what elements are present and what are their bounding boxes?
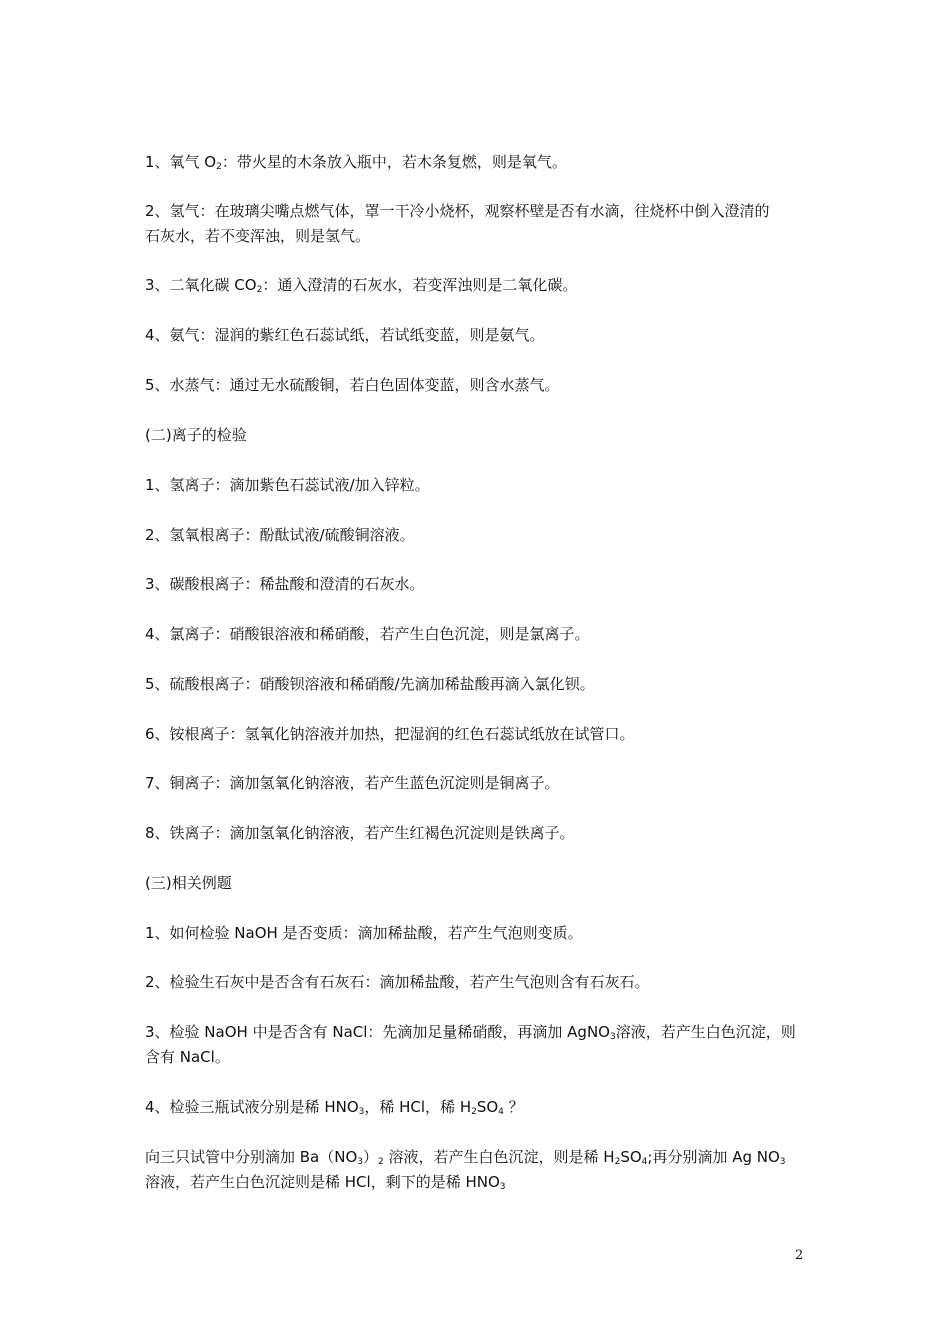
ion-test-item: 5、硫酸根离子：硝酸钡溶液和稀硝酸/先滴加稀盐酸再滴入氯化钡。 [145, 675, 595, 693]
example-question-1: 1、如何检验 NaOH 是否变质：滴加稀盐酸，若产生气泡则变质。 [145, 924, 583, 942]
example-answer-line1: 向三只试管中分别滴加 $Ba(NO_3)_2$ 溶液，若产生白色沉淀，则是稀 $H_2SO_4$;再分别滴加 Ag $NO_3$ [145, 1148, 786, 1167]
oxygen-test: 1、氧气 $O_2$：带火星的木条放入瓶中，若木条复燃，则是氧气。 [145, 153, 567, 172]
ion-test-item: 6、铵根离子：氢氧化钠溶液并加热，把湿润的红色石蕊试纸放在试管口。 [145, 725, 635, 743]
section-heading-examples: (三)相关例题 [145, 874, 232, 892]
water-vapor-test: 5、水蒸气：通过无水硫酸铜，若白色固体变蓝，则含水蒸气。 [145, 376, 560, 394]
ammonia-test: 4、氨气：湿润的紫红色石蕊试纸，若试纸变蓝，则是氨气。 [145, 326, 545, 344]
hydrogen-test-line2: 石灰水，若不变浑浊，则是氢气。 [145, 227, 371, 245]
example-question-4: 4、检验三瓶试液分别是稀 $HNO_3$，稀 HCl，稀 $H_2SO_4$ ？ [145, 1098, 524, 1117]
example-question-2: 2、检验生石灰中是否含有石灰石：滴加稀盐酸，若产生气泡则含有石灰石。 [145, 973, 650, 991]
ion-test-item: 4、氯离子：硝酸银溶液和稀硝酸，若产生白色沉淀，则是氯离子。 [145, 625, 590, 643]
ion-test-item: 3、碳酸根离子：稀盐酸和澄清的石灰水。 [145, 575, 425, 593]
co2-test: 3、二氧化碳 $CO_2$：通入澄清的石灰水，若变浑浊则是二氧化碳。 [145, 276, 578, 295]
example-answer-line2: 溶液，若产生白色沉淀则是稀 HCl，剩下的是稀 $HNO_3$ [145, 1173, 506, 1192]
hydrogen-test-line1: 2、氢气：在玻璃尖嘴点燃气体，罩一干冷小烧杯，观察杯壁是否有水滴，往烧杯中倒入澄清的 [145, 202, 770, 220]
example-question-3-line1: 3、检验 NaOH 中是否含有 NaCl：先滴加足量稀硝酸，再滴加 AgNO$_3$溶液，若产生白色沉淀，则 [145, 1023, 796, 1042]
page-number: 2 [795, 1248, 804, 1263]
ion-test-item: 2、氢氧根离子：酚酞试液/硫酸铜溶液。 [145, 526, 415, 544]
ion-test-item: 1、氢离子：滴加紫色石蕊试液/加入锌粒。 [145, 476, 430, 494]
ion-test-item: 7、铜离子：滴加氢氧化钠溶液，若产生蓝色沉淀则是铜离子。 [145, 774, 560, 792]
ion-test-item: 8、铁离子：滴加氢氧化钠溶液，若产生红褐色沉淀则是铁离子。 [145, 824, 575, 842]
section-heading-ions: (二)离子的检验 [145, 426, 247, 444]
example-question-3-line2: 含有 NaCl。 [145, 1048, 230, 1066]
